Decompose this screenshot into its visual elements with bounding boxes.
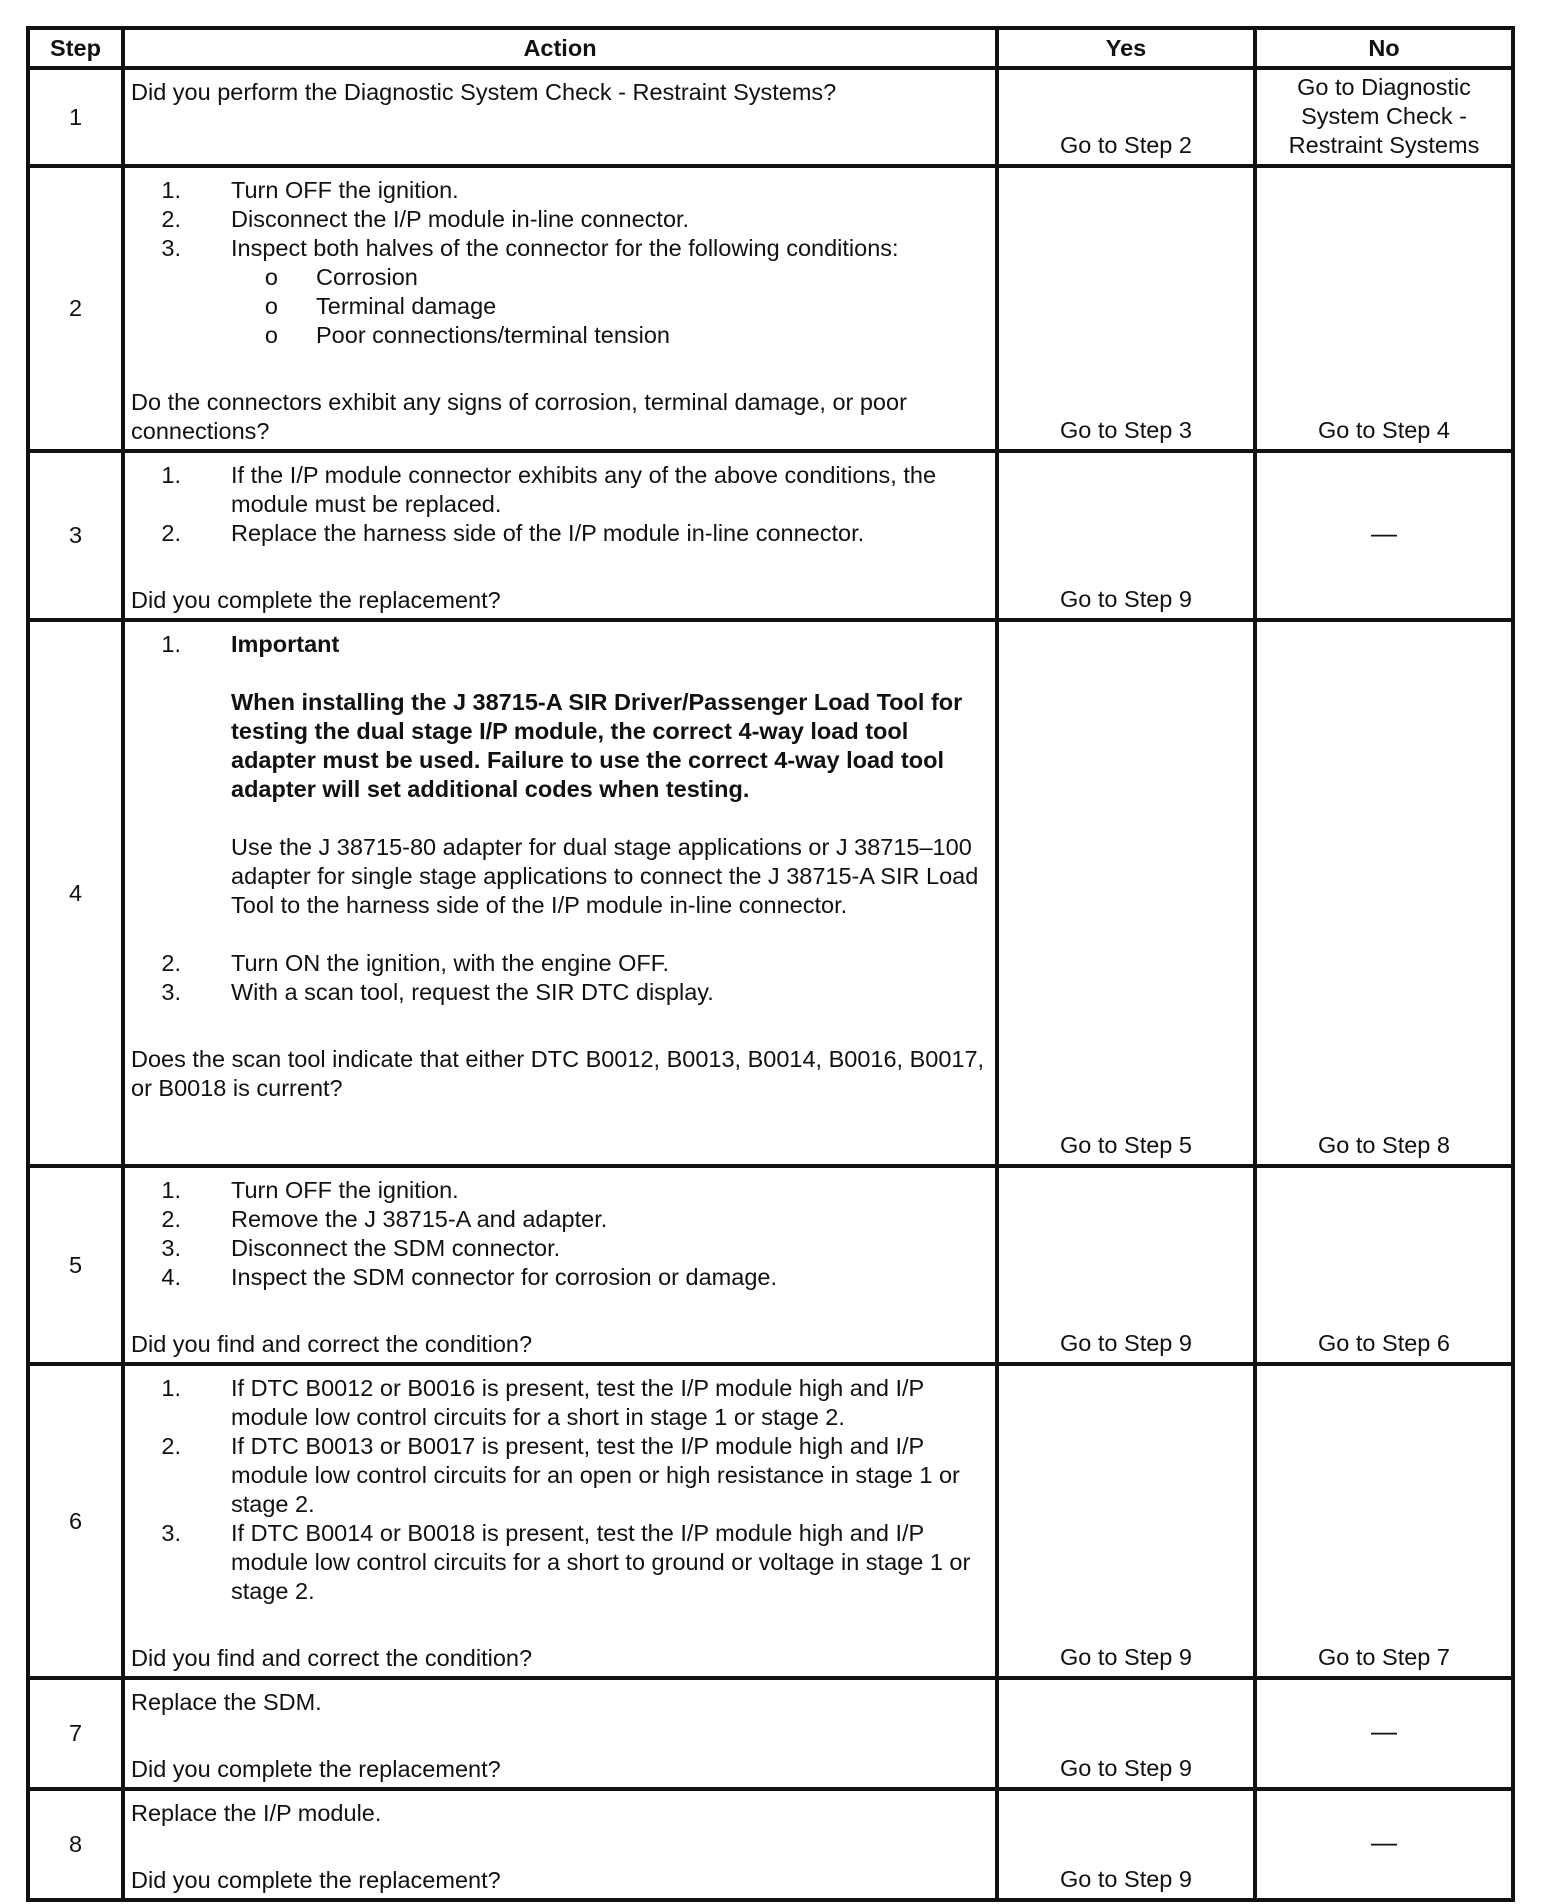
action-cell	[123, 68, 997, 166]
bullet-list	[131, 263, 991, 350]
table-row	[28, 620, 1513, 1166]
step-list	[131, 1374, 991, 1606]
yes-link[interactable]: Go to Step 9	[1060, 1330, 1192, 1356]
list-item: 4. Inspect the SDM connector for corrosion or damage.	[161, 1264, 777, 1290]
yes-link[interactable]: Go to Step 5	[1060, 1132, 1192, 1158]
step-number: 4	[28, 620, 123, 1166]
no-cell	[1255, 1364, 1513, 1678]
list-item: 1. If the I/P module connector exhibits any of the above conditions, the module must be replaced.	[161, 462, 937, 517]
no-dash: —	[1371, 1716, 1397, 1746]
question-text: Did you complete the replacement?	[131, 1867, 501, 1893]
yes-link[interactable]: Go to Step 2	[1060, 132, 1192, 158]
step-number: 5	[28, 1166, 123, 1364]
no-line: System Check -	[1301, 103, 1467, 129]
yes-cell	[997, 166, 1255, 451]
no-link[interactable]	[1257, 73, 1511, 164]
header-no: No	[1255, 28, 1513, 68]
no-cell	[1255, 1678, 1513, 1789]
yes-link[interactable]: Go to Step 9	[1060, 1755, 1192, 1781]
list-item: 1. Turn OFF the ignition.	[161, 1177, 459, 1203]
bullet-icon: o	[264, 322, 278, 348]
no-dash: —	[1371, 1827, 1397, 1857]
bullet-item: o Poor connections/terminal tension	[131, 321, 991, 350]
question-text: Did you perform the Diagnostic System Check - Restraint Systems?	[131, 79, 837, 105]
header-action: Action	[123, 28, 997, 68]
question-text: Did you find and correct the condition?	[131, 1331, 533, 1357]
question-text: Does the scan tool indicate that either DTC B0012, B0013, B0014, B0016, B0017, or B0018 is current?	[131, 1046, 985, 1101]
yes-link[interactable]: Go to Step 9	[1060, 1866, 1192, 1892]
action-cell	[123, 1364, 997, 1678]
question-text: Did you complete the replacement?	[131, 587, 501, 613]
no-cell	[1255, 1789, 1513, 1900]
yes-link[interactable]: Go to Step 9	[1060, 1644, 1192, 1670]
step-number: 2	[28, 166, 123, 451]
step-list	[131, 176, 991, 263]
action-cell	[123, 1166, 997, 1364]
no-cell	[1255, 1166, 1513, 1364]
bullet-item: o Corrosion	[131, 263, 991, 292]
list-item: 3. If DTC B0014 or B0018 is present, test the I/P module high and I/P module low control circuits for a short to ground or voltage in stage 1 or stage 2.	[161, 1520, 971, 1604]
no-link[interactable]: Go to Step 6	[1318, 1330, 1450, 1356]
table-row	[28, 1789, 1513, 1900]
list-item: 3. Inspect both halves of the connector for the following conditions:	[161, 235, 899, 261]
action-cell	[123, 1678, 997, 1789]
header-yes: Yes	[997, 28, 1255, 68]
list-item: 2. Replace the harness side of the I/P module in-line connector.	[161, 520, 865, 546]
list-item: 2. Remove the J 38715-A and adapter.	[161, 1206, 608, 1232]
step-list	[131, 461, 991, 548]
no-line: Go to Diagnostic	[1297, 74, 1471, 100]
no-line: Restraint Systems	[1288, 132, 1480, 158]
list-item: 3. Disconnect the SDM connector.	[161, 1235, 561, 1261]
yes-cell	[997, 1166, 1255, 1364]
list-item: 2. Disconnect the I/P module in-line connector.	[161, 206, 690, 232]
action-cell	[123, 620, 997, 1166]
list-item: 2. If DTC B0013 or B0017 is present, test the I/P module high and I/P module low control circuits for an open or high resistance in stage 1 or stage 2.	[161, 1433, 960, 1517]
list-item: 1. If DTC B0012 or B0016 is present, test the I/P module high and I/P module low control circuits for a short in stage 1 or stage 2.	[161, 1375, 924, 1430]
no-cell	[1255, 166, 1513, 451]
table-row	[28, 166, 1513, 451]
bullet-item: o Terminal damage	[131, 292, 991, 321]
list-item: 3. With a scan tool, request the SIR DTC display.	[161, 979, 714, 1005]
question-text: Do the connectors exhibit any signs of corrosion, terminal damage, or poor connections?	[131, 389, 907, 444]
table-row	[28, 68, 1513, 166]
no-cell	[1255, 620, 1513, 1166]
no-link[interactable]: Go to Step 8	[1318, 1132, 1450, 1158]
diagnostic-table	[26, 26, 1515, 1902]
yes-cell	[997, 68, 1255, 166]
step-number: 7	[28, 1678, 123, 1789]
question-text: Did you find and correct the condition?	[131, 1645, 533, 1671]
step-number: 6	[28, 1364, 123, 1678]
header-step: Step	[28, 28, 123, 68]
important-label: Important	[231, 631, 340, 657]
yes-link[interactable]: Go to Step 3	[1060, 417, 1192, 443]
no-link[interactable]: Go to Step 7	[1318, 1644, 1450, 1670]
step-number: 3	[28, 451, 123, 620]
list-item: 2. Turn ON the ignition, with the engine OFF.	[161, 950, 670, 976]
bullet-icon: o	[264, 264, 278, 290]
yes-link[interactable]: Go to Step 9	[1060, 586, 1192, 612]
no-dash: —	[1371, 518, 1397, 548]
no-link[interactable]: Go to Step 4	[1318, 417, 1450, 443]
action-cell	[123, 451, 997, 620]
yes-cell	[997, 1678, 1255, 1789]
important-text: When installing the J 38715-A SIR Driver/Passenger Load Tool for testing the dual stage I/P module, the correct 4-way load tool adapter must be used. Failure to use the correct 4-way load tool adapter will set additional codes when testing.	[231, 689, 963, 802]
step-list	[131, 1176, 991, 1292]
table-header-row	[28, 28, 1513, 68]
list-item: 1. Important	[131, 630, 991, 659]
action-text: Replace the SDM.	[131, 1689, 322, 1715]
yes-cell	[997, 620, 1255, 1166]
table-row	[28, 451, 1513, 620]
list-item: 1. Turn OFF the ignition.	[161, 177, 459, 203]
step-number: 8	[28, 1789, 123, 1900]
adapter-text: Use the J 38715-80 adapter for dual stage applications or J 38715–100 adapter for single stage applications to connect the J 38715-A SIR Load Tool to the harness side of the I/P module in-line connector.	[231, 834, 979, 918]
action-text: Replace the I/P module.	[131, 1800, 382, 1826]
table-row	[28, 1364, 1513, 1678]
yes-cell	[997, 1789, 1255, 1900]
yes-cell	[997, 451, 1255, 620]
step-number: 1	[28, 68, 123, 166]
yes-cell	[997, 1364, 1255, 1678]
action-cell	[123, 166, 997, 451]
table-row	[28, 1678, 1513, 1789]
no-cell	[1255, 68, 1513, 166]
no-cell	[1255, 451, 1513, 620]
table-row	[28, 1166, 1513, 1364]
question-text: Did you complete the replacement?	[131, 1756, 501, 1782]
bullet-icon: o	[264, 293, 278, 319]
action-cell	[123, 1789, 997, 1900]
